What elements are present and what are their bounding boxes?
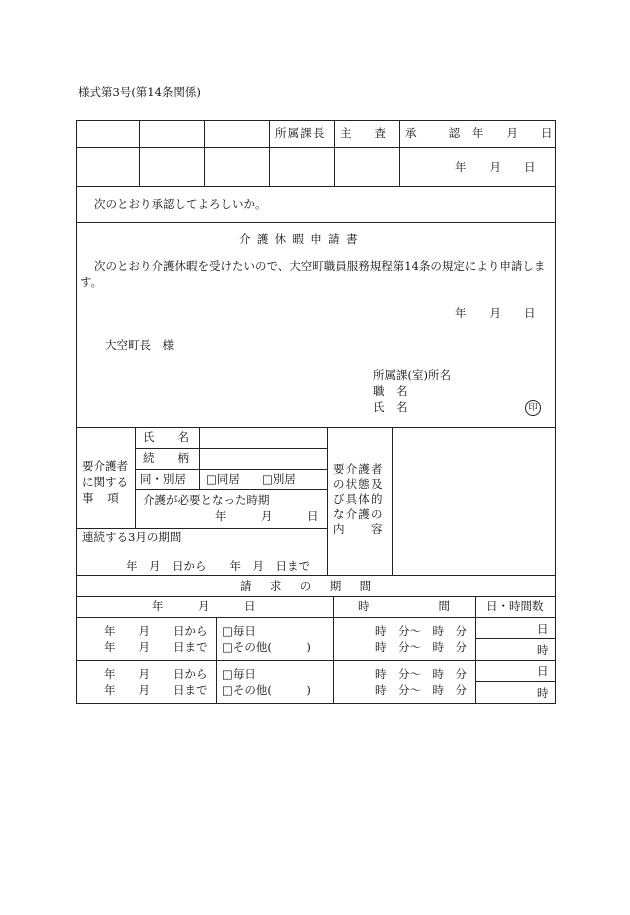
line (333, 596, 334, 704)
line (76, 596, 556, 597)
frame-top (76, 120, 556, 121)
unit-hour: 時 (537, 643, 549, 657)
line (76, 575, 556, 576)
line (334, 120, 335, 187)
line (392, 427, 393, 575)
line (135, 427, 136, 528)
care-state-line: び具体的 (333, 492, 384, 506)
line (475, 638, 556, 639)
line (399, 120, 400, 187)
applicant-title-label: 職 名 (373, 384, 408, 398)
time-range-2: 時 分～ 時 分 (375, 640, 467, 654)
cohabit-option-together: □同居 (206, 472, 240, 486)
approve-date: 年 月 日 (472, 126, 553, 140)
other-checkbox-label: □その他( ) (222, 640, 311, 654)
request-text: 次のとおり承認してよろしいか。 (94, 197, 267, 211)
section-label-line: 事 項 (82, 491, 120, 505)
care-recipient-section-label (82, 458, 128, 506)
unit-day: 日 (537, 664, 549, 678)
period-from: 年 月 日から (104, 667, 208, 681)
approve-label: 承 認 (405, 126, 471, 140)
other-checkbox-label: □その他( ) (222, 683, 311, 697)
period-to: 年 月 日まで (104, 683, 208, 697)
line (135, 469, 328, 470)
care-state-line: 要介護者 (333, 462, 384, 476)
seal-mark: 印 (525, 400, 541, 416)
line (269, 120, 270, 187)
form-title: 介護休暇申請書 (239, 232, 364, 246)
line (135, 448, 328, 449)
line (216, 617, 217, 704)
period-from: 年 月 日から (104, 624, 208, 638)
addressee: 大空町長 様 (105, 338, 174, 352)
care-needed-label: 介護が必要となった時期 (143, 493, 270, 507)
approval-second-date: 年 月 日 (455, 160, 536, 174)
continuous-period-label: 連続する3月の期間 (82, 530, 182, 544)
continuous-period-range: 年 月 日から 年 月 日まで (126, 559, 310, 573)
line (327, 427, 328, 575)
section-label-line: に関する (82, 475, 128, 489)
care-name-label: 氏 名 (143, 430, 189, 444)
body-line-1: 次のとおり介護休暇を受けたいので、大空町職員服務規程第14条の規定により申請しま (94, 259, 546, 273)
line (76, 186, 556, 187)
care-state-line: の状態及 (333, 477, 384, 491)
line (76, 427, 556, 428)
application-date: 年 月 日 (455, 306, 536, 320)
care-state-label (333, 462, 384, 537)
frame-bottom (76, 703, 556, 704)
cohabit-label: 同・別居 (140, 472, 186, 486)
daily-checkbox-label: □毎日 (222, 624, 256, 638)
line (199, 427, 200, 489)
line (475, 681, 556, 682)
time-range-1: 時 分～ 時 分 (375, 667, 467, 681)
daily-checkbox-label: □毎日 (222, 667, 256, 681)
line (475, 596, 476, 704)
unit-hour: 時 (537, 686, 549, 700)
line (76, 147, 556, 148)
applicant-dept-label: 所属課(室)所名 (373, 368, 451, 382)
line (135, 489, 328, 490)
body-line-2: す。 (80, 275, 103, 289)
care-state-line: 内 容 (333, 522, 384, 536)
col-date-header: 年 月 日 (152, 599, 256, 613)
time-range-1: 時 分～ 時 分 (375, 624, 467, 638)
applicant-name-label: 氏 名 (373, 400, 408, 414)
requested-period-title: 請 求 の 期 間 (240, 579, 375, 593)
line (139, 120, 140, 187)
care-state-line: な介護の (333, 507, 384, 521)
time-range-2: 時 分～ 時 分 (375, 683, 467, 697)
line (76, 617, 556, 618)
line (204, 120, 205, 187)
cohabit-option-separate: □別居 (262, 472, 296, 486)
form-number: 様式第3号(第14条関係) (78, 85, 201, 99)
col-days-header: 日・時間数 (486, 599, 544, 613)
care-relation-label: 続 柄 (143, 451, 189, 465)
line (76, 222, 556, 223)
period-to: 年 月 日まで (104, 640, 208, 654)
line (76, 528, 328, 529)
unit-day: 日 (537, 622, 549, 636)
care-needed-date: 年 月 日 (215, 509, 319, 523)
chief-label: 主 査 (340, 126, 386, 140)
line (76, 660, 556, 661)
dept-head-label: 所属課長 (275, 126, 326, 140)
section-label-line: 要介護者 (82, 459, 128, 473)
col-time-header: 時 間 (358, 599, 450, 613)
